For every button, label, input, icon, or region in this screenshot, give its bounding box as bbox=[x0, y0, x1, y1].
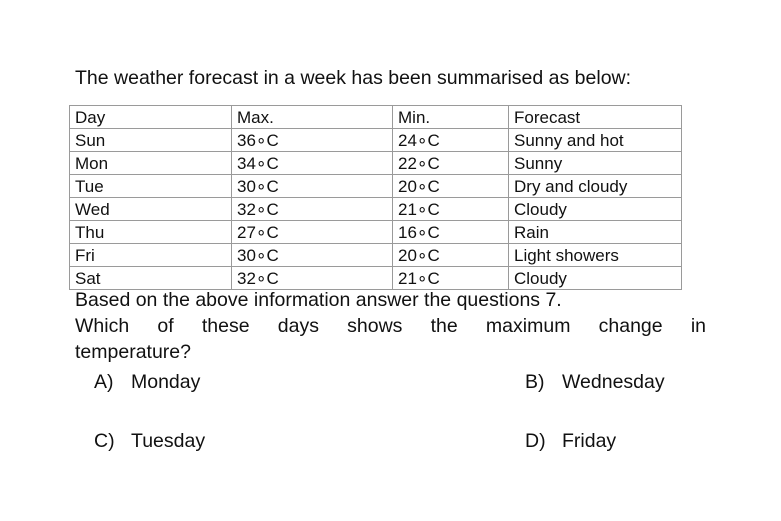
cell-min: 21∘C bbox=[393, 198, 509, 221]
table-row bbox=[70, 244, 682, 267]
cell-day: Wed bbox=[70, 198, 232, 221]
question-text-continued: temperature? bbox=[75, 341, 191, 363]
cell-forecast: Sunny and hot bbox=[509, 129, 682, 152]
option-c-text: Tuesday bbox=[131, 430, 206, 452]
header-forecast: Forecast bbox=[509, 106, 682, 129]
cell-min: 24∘C bbox=[393, 129, 509, 152]
cell-max: 30∘C bbox=[232, 244, 393, 267]
cell-forecast: Sunny bbox=[509, 152, 682, 175]
table-row bbox=[70, 175, 682, 198]
table-row bbox=[70, 221, 682, 244]
cell-max: 32∘C bbox=[232, 198, 393, 221]
table-header-row bbox=[70, 106, 682, 129]
cell-day: Fri bbox=[70, 244, 232, 267]
cell-min: 20∘C bbox=[393, 175, 509, 198]
question-text: Which of these days shows the maximum change in bbox=[75, 315, 706, 337]
table-row bbox=[70, 152, 682, 175]
table-row bbox=[70, 267, 682, 290]
cell-min: 22∘C bbox=[393, 152, 509, 175]
cell-day: Sat bbox=[70, 267, 232, 290]
option-a-letter: A) bbox=[94, 371, 114, 393]
cell-forecast: Cloudy bbox=[509, 198, 682, 221]
cell-day: Tue bbox=[70, 175, 232, 198]
cell-forecast: Cloudy bbox=[509, 267, 682, 290]
cell-forecast: Light showers bbox=[509, 244, 682, 267]
header-day: Day bbox=[70, 106, 232, 129]
cell-max: 27∘C bbox=[232, 221, 393, 244]
cell-max: 34∘C bbox=[232, 152, 393, 175]
weather-table bbox=[69, 105, 682, 290]
table-row bbox=[70, 129, 682, 152]
option-d-letter: D) bbox=[525, 430, 546, 452]
cell-max: 32∘C bbox=[232, 267, 393, 290]
header-max: Max. bbox=[232, 106, 393, 129]
option-d-text: Friday bbox=[562, 430, 617, 452]
cell-forecast: Dry and cloudy bbox=[509, 175, 682, 198]
cell-day: Thu bbox=[70, 221, 232, 244]
cell-min: 16∘C bbox=[393, 221, 509, 244]
cell-max: 30∘C bbox=[232, 175, 393, 198]
cell-forecast: Rain bbox=[509, 221, 682, 244]
option-b-letter: B) bbox=[525, 371, 545, 393]
cell-min: 20∘C bbox=[393, 244, 509, 267]
question-instruction: Based on the above information answer the questions 7. bbox=[75, 289, 562, 311]
header-min: Min. bbox=[393, 106, 509, 129]
option-a-text: Monday bbox=[131, 371, 201, 393]
cell-max: 36∘C bbox=[232, 129, 393, 152]
cell-min: 21∘C bbox=[393, 267, 509, 290]
option-c-letter: C) bbox=[94, 430, 115, 452]
option-b-text: Wednesday bbox=[562, 371, 665, 393]
cell-day: Sun bbox=[70, 129, 232, 152]
table-row bbox=[70, 198, 682, 221]
option-b[interactable] bbox=[525, 371, 665, 394]
option-c[interactable] bbox=[94, 430, 205, 453]
option-a[interactable] bbox=[94, 371, 200, 394]
cell-day: Mon bbox=[70, 152, 232, 175]
option-d[interactable] bbox=[525, 430, 616, 453]
intro-text: The weather forecast in a week has been summarised as below: bbox=[75, 67, 632, 89]
